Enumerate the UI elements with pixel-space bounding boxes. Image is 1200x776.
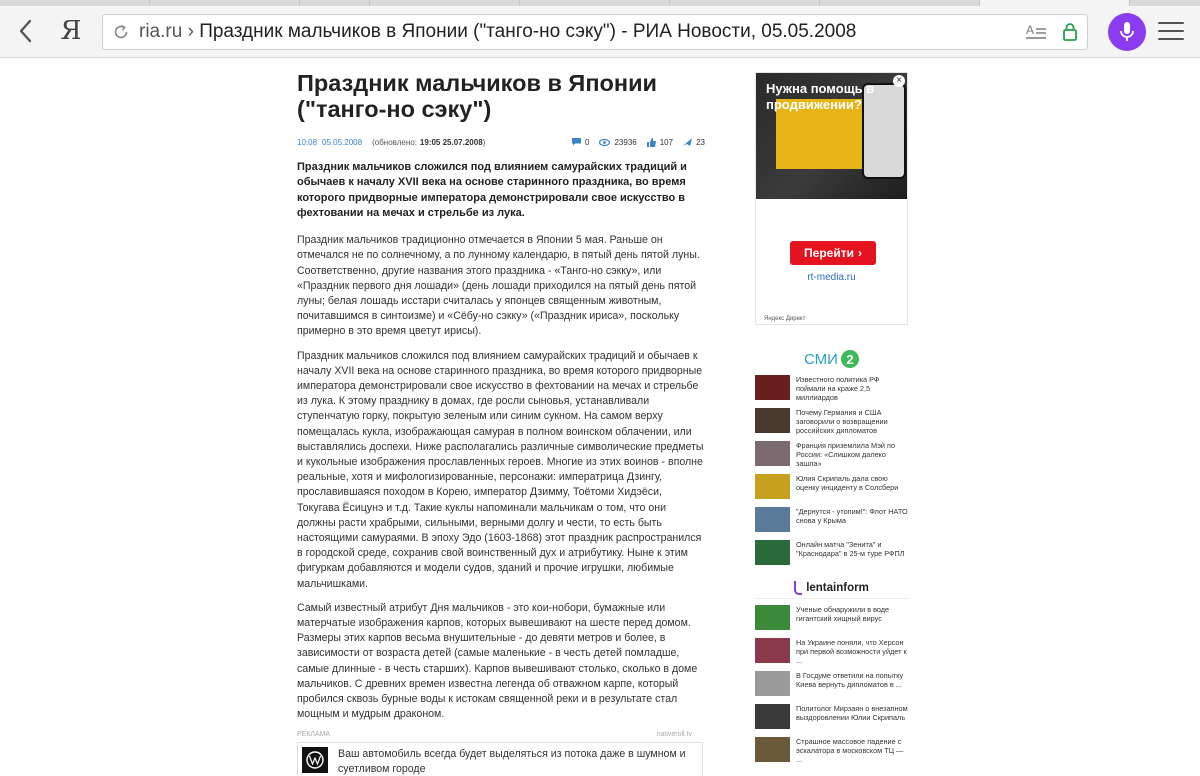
url-text[interactable]	[139, 21, 1019, 43]
smi2-label: СМИ	[804, 350, 838, 368]
news-item[interactable]	[755, 540, 908, 573]
article-meta	[297, 136, 705, 148]
comments-stat[interactable]	[572, 138, 589, 147]
shares-count: 23	[696, 137, 705, 147]
url-domain: ria.ru	[139, 21, 183, 42]
native-ad[interactable]	[297, 742, 703, 776]
comments-count: 0	[585, 137, 590, 147]
lentainform-news-list	[755, 605, 908, 770]
reader-mode-icon[interactable]	[1019, 14, 1053, 50]
news-thumbnail	[755, 474, 790, 499]
updated-close: )	[482, 137, 486, 147]
news-thumbnail	[755, 441, 790, 466]
article-lead: Праздник мальчиков сложился под влиянием самурайских традиций и обычаев к началу XVII века на основе старинного праздника, во время которого придворные императора демонстрировали свое искусство в фехтовании на мечах и стрельбе из лука.	[297, 161, 687, 219]
ad-source[interactable]: nativeroll.tv	[656, 731, 692, 739]
article-paragraph: Самый известный атрибут Дня мальчиков - это кои-нобори, бумажные или матерчатые изображения карпов, которых вывешивают на шесте перед домом. Размеры этих карпов весьма внушительные - до девяти метров и более, в зависимости от возраста детей (самые маленькие - в честь детей помладше, самые длинные - в честь старших). Карпов вывешивают столько, сколько в доме мальчиков. С древних времен известна легенда об отважном карпе, который пробился сквозь бурные воды к истокам священной реки и в результате стал мощным и мудрым драконом.	[297, 601, 698, 721]
news-thumbnail	[755, 638, 790, 663]
menu-button[interactable]	[1158, 18, 1184, 44]
news-item[interactable]	[755, 638, 908, 671]
reload-icon[interactable]	[103, 14, 139, 50]
back-button[interactable]	[10, 16, 40, 46]
lentainform-logo-icon	[794, 581, 802, 595]
publish-date[interactable]: 05.05.2008	[322, 137, 363, 147]
menu-line	[1158, 30, 1184, 32]
news-title: "Дернутся - утопим!": Флот НАТО снова у Крыма	[796, 507, 908, 525]
news-title: Франция приземлила Мэй по России: «Слишком далеко зашла»	[796, 441, 896, 468]
lentainform-header[interactable]	[755, 579, 908, 599]
lentainform-label: lentainform	[806, 581, 869, 594]
article	[297, 70, 705, 776]
updated-label: (обновлено:	[372, 137, 417, 147]
smi2-badge: 2	[841, 350, 859, 368]
news-item[interactable]	[755, 737, 908, 770]
news-thumbnail	[755, 605, 790, 630]
news-thumbnail	[755, 737, 790, 762]
news-item[interactable]	[755, 408, 908, 441]
voice-search-button[interactable]	[1108, 13, 1146, 51]
ad-label-row	[297, 731, 692, 738]
close-icon[interactable]: ×	[893, 75, 905, 87]
address-bar[interactable]	[102, 14, 1088, 50]
ad-go-label: Перейти	[804, 246, 854, 260]
news-title: Юлия Скрипаль дала свою оценку инциденту в Солсбери	[796, 474, 899, 492]
ad-label: РЕКЛАМА	[297, 731, 331, 739]
sidebar	[755, 72, 908, 770]
native-ad-text: Ваш автомобиль всегда будет выделяться из потока даже в шумном и суетливом городе	[338, 748, 686, 776]
yandex-direct-label[interactable]: Яндекс Директ	[764, 316, 806, 322]
news-item[interactable]	[755, 671, 908, 704]
sidebar-ad[interactable]	[755, 72, 908, 325]
news-thumbnail	[755, 408, 790, 433]
url-separator: ›	[187, 21, 194, 42]
menu-line	[1158, 22, 1184, 24]
news-title: Почему Германия и США заговорили о возвращении российских дипломатов	[796, 408, 888, 435]
smi2-news-list	[755, 375, 908, 573]
smi2-header[interactable]	[755, 349, 908, 369]
article-title: Праздник мальчиков в Японии ("танго-но сэку")	[297, 70, 657, 122]
news-thumbnail	[755, 375, 790, 400]
article-stats	[572, 138, 705, 147]
news-title: На Украине поняли, что Херсон при первой возможности уйдет к ...	[796, 638, 907, 665]
eye-icon	[599, 139, 610, 146]
shares-stat[interactable]	[683, 138, 705, 147]
news-title: Ученые обнаружили в воде гигантский хищный вирус	[796, 605, 890, 623]
news-item[interactable]	[755, 375, 908, 408]
browser-toolbar	[0, 6, 1200, 58]
volkswagen-logo	[302, 747, 328, 773]
news-title: В Госдуме ответили на попытку Киева вернуть дипломатов в ...	[796, 671, 904, 689]
svg-text:A: A	[1026, 23, 1035, 37]
ad-domain-link[interactable]: rt-media.ru	[807, 272, 856, 283]
news-item[interactable]	[755, 704, 908, 737]
chevron-left-icon	[18, 19, 32, 43]
chevron-right-icon: ›	[857, 246, 862, 260]
news-item[interactable]	[755, 474, 908, 507]
ad-image	[756, 73, 907, 199]
news-thumbnail	[755, 671, 790, 696]
news-item[interactable]	[755, 605, 908, 638]
microphone-icon	[1118, 21, 1136, 43]
news-title: Страшное массовое падение с эскалатора в московском ТЦ — ...	[796, 737, 904, 764]
thumbs-up-icon	[647, 138, 656, 147]
lock-icon[interactable]	[1053, 14, 1087, 50]
yandex-logo-button[interactable]: Я	[60, 16, 82, 46]
news-title: Известного политика РФ поймали на краже 2,5 миллиардов	[796, 375, 880, 402]
likes-count: 107	[659, 137, 674, 147]
news-thumbnail	[755, 540, 790, 565]
article-paragraph: Праздник мальчиков сложился под влиянием самурайских традиций и обычаев к началу XVII века на основе старинного праздника, во время которого придворные императора демонстрировали свое искусство в фехтовании на мечах и стрельбе из лука. К этому празднику в домах, где росли сыновья, устанавливали ступенчатую горку, покрытую зеленым или синим сукном. На самом верху помещалась кукла, изображающая самурая в полном воинском облачении, или выставлялись доспехи. Ниже располагались различные символические предметы и кукольные изображения прославленных героев. Многие из этих воинов - вполне реальные, хотя и мифологизированные, персонажи: императрица Дзингу, прославившаяся походом в Корею, император Дзимму, Тоётоми Хидэёси, Токугава Ёсицунэ и т.д. Такие куклы напоминали мальчикам о том, что они должны расти храбрыми, сильными, верными долгу и чести, то есть быть настоящими самураями. В эпоху Эдо (1603-1868) этот праздник распространился в городской среде, сохранив свой воинственный дух и атрибутику. Ныне к этим фигуркам добавляются и модели судов, зданий и прочие игрушки, любимые мальчишками.	[297, 349, 704, 590]
menu-line	[1158, 38, 1184, 40]
news-title: Онлайн матча "Зенита" и "Краснодара" в 25-м туре РФПЛ	[796, 540, 905, 558]
page-title: Праздник мальчиков в Японии ("танго-но сэку") - РИА Новости, 05.05.2008	[199, 21, 857, 42]
news-thumbnail	[755, 704, 790, 729]
comment-icon	[572, 138, 581, 146]
news-title: Политолог Мирзаян о внезапном выздоровлении Юлии Скрипаль	[796, 704, 908, 722]
news-item[interactable]	[755, 441, 908, 474]
news-item[interactable]	[755, 507, 908, 540]
likes-stat[interactable]	[647, 138, 673, 147]
publish-time[interactable]: 10:08	[297, 137, 318, 147]
share-icon	[683, 138, 692, 146]
updated-value: 19:05 25.07.2008	[419, 137, 483, 147]
views-stat	[599, 138, 636, 147]
views-count: 23936	[614, 137, 637, 147]
article-paragraph: Праздник мальчиков традиционно отмечается в Японии 5 мая. Раньше он отмечался не по солнечному, а по лунному календарю, в пятый день пятой луны. Соответственно, другие названия этого праздника - «Танго-но сэкку», или «Праздник первого дня лошади» (день лошади приходился на пятый день пятой луны; белая лошадь исстари считалась у японцев священным животным, почитавшимся в синтоизме) и «Сёбу-но сэкку» («Праздник ириса», поскольку примерно в это время цветут ирисы).	[297, 234, 700, 338]
ad-title: Нужна помощь в продвижении?	[766, 81, 875, 112]
news-thumbnail	[755, 507, 790, 532]
ad-go-button[interactable]	[790, 241, 876, 265]
